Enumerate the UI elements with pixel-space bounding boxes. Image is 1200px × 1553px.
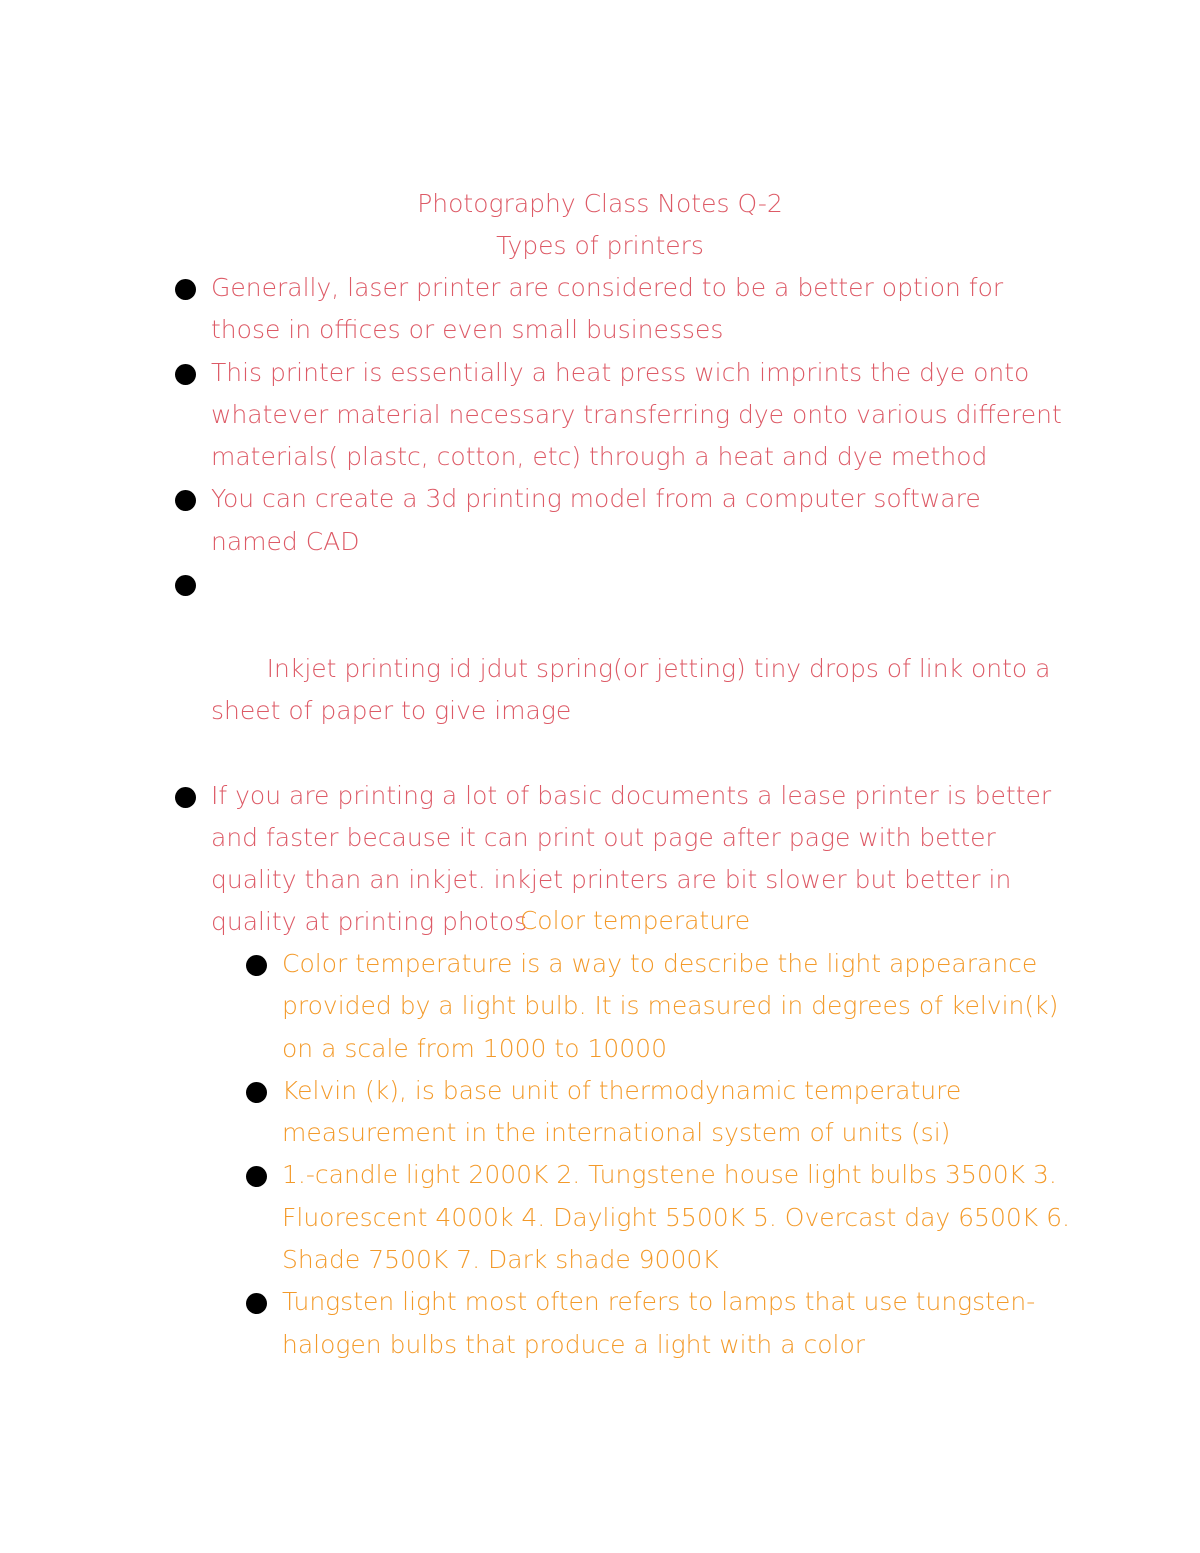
bullet-icon	[175, 279, 196, 300]
list-item-text: Inkjet printing id jdut spring(or jetting) tiny drops of link onto a sheet of paper to give image	[211, 653, 1059, 725]
list-item	[282, 1154, 1072, 1281]
bullet-icon	[175, 787, 196, 808]
section-heading-printers: Types of printers	[496, 231, 704, 260]
list-item-text: If you are printing a lot of basic documents a lease printer is better and faster because it can print out page after page with better quality than an inkjet. inkjet printers are bit slower but better in quality at printing photos	[211, 780, 1052, 937]
bullet-icon	[175, 364, 196, 385]
list-item-text: Color temperature is a way to describe the light appearance provided by a light bulb. It is measured in degrees of kelvin(k) on a scale from 1000 to 10000	[282, 949, 1059, 1063]
bullet-icon	[246, 1293, 267, 1314]
list-item-text: Tungsten light most often refers to lamps that use tungsten-halogen bulbs that produce a light with a color	[282, 1287, 1036, 1359]
list-item	[211, 267, 1071, 352]
document-title: Photography Class Notes Q-2	[417, 189, 783, 218]
list-item	[282, 1070, 1072, 1155]
list-item-text: This printer is essentially a heat press wich imprints the dye onto whatever material necessary transferring dye onto various different materials( plastc, cotton, etc) through a heat and dye method	[211, 357, 1062, 472]
list-item	[282, 943, 1072, 1070]
bullet-icon	[246, 1166, 267, 1187]
list-item-text: 1.-candle light 2000K 2. Tungstene house light bulbs 3500K 3. Fluorescent 4000k 4. Daylight 5500K 5. Overcast day 6500K 6. Shade 7500K 7. Dark shade 9000K	[282, 1160, 1070, 1275]
list-item-text: Generally, laser printer are considered to be a better option for those in offices or even small businesses	[211, 273, 1004, 345]
list-item-text: You can create a 3d printing model from a computer software named CAD	[211, 484, 981, 556]
list-item	[211, 478, 1071, 563]
printer-notes-list	[211, 267, 1071, 944]
color-temperature-notes-list	[282, 943, 1072, 1366]
list-item-text: Kelvin (k), is base unit of thermodynamic temperature measurement in the international system of units (si)	[282, 1075, 962, 1148]
bullet-icon	[175, 575, 196, 596]
list-item	[211, 352, 1071, 479]
bullet-icon	[246, 1082, 267, 1103]
list-item	[211, 563, 1071, 774]
bullet-icon	[246, 955, 267, 976]
list-item	[282, 1281, 1072, 1366]
bullet-icon	[175, 490, 196, 511]
section-heading-color-temperature: Color temperature	[519, 906, 751, 935]
